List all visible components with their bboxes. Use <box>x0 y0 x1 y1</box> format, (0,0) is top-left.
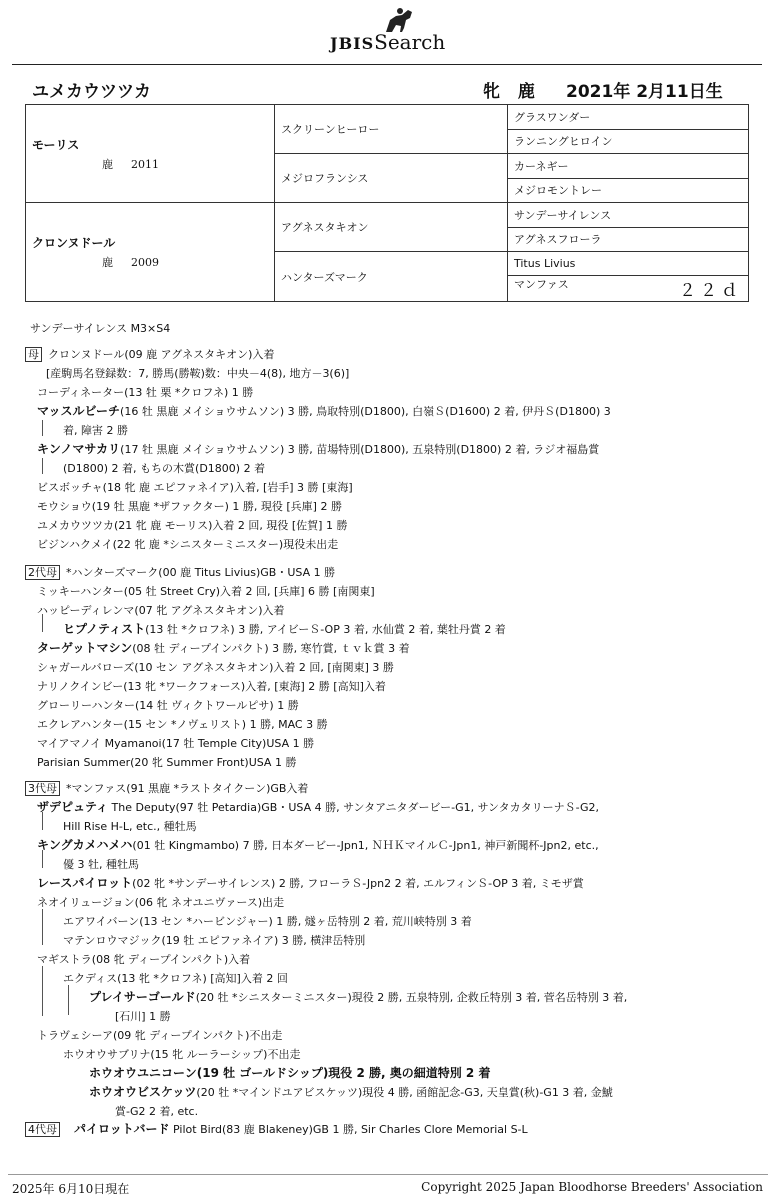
dam1-progeny-3-cont: (D1800) 2 着, もちの木賞(D1800) 2 着 <box>63 462 266 475</box>
horse-birth-date: 2021年 2月11日生 <box>566 82 723 102</box>
dam2-section <box>25 563 755 772</box>
dam3-progeny-3-detail: (02 牝 *サンデーサイレンス) 2 勝, フローラＳ-Jpn2 2 着, エルフィンＳ-OP 3 着, ミモザ賞 <box>132 877 584 890</box>
dam1-progeny-2-detail: (16 牡 黒鹿 メイショウサムソン) 3 勝, 鳥取特別(D1800), 白嶺Ｓ(D1600) 2 着, 伊丹Ｓ(D1800) 3 <box>120 405 611 418</box>
dam1-head: クロンヌドール(09 鹿 アグネスタキオン)入着 <box>48 348 275 361</box>
dam3-ggprogeny-1-detail: (20 牡 *シニスターミニスター)現役 2 勝, 五泉特別, 企救丘特別 3 着, 菅名岳特別 3 着, <box>195 991 628 1004</box>
gen3-3[interactable]: カーネギー <box>508 154 749 179</box>
dam3-section <box>25 779 755 1121</box>
dam-dam[interactable]: ハンターズマーク <box>275 252 508 302</box>
dam1-progeny-6: ユメカウツツカ(21 牝 鹿 モーリス)入着 2 回, 現役 [佐賀] 1 勝 <box>37 519 348 532</box>
dam3-progeny-1-cont: Hill Rise H-L, etc., 種牡馬 <box>63 820 197 833</box>
logo-text-jbis: JBIS <box>330 34 375 53</box>
dam2-grandprogeny-1-detail: (13 牡 *クロフネ) 3 勝, アイビーＳ-OP 3 着, 水仙賞 2 着, 葉牡丹賞 2 着 <box>145 623 506 636</box>
dam2-progeny-2: ハッピーディレンマ(07 牝 アグネスタキオン)入着 <box>37 604 285 617</box>
dam2-head: *ハンターズマーク(00 鹿 Titus Livius)GB・USA 1 勝 <box>66 566 336 579</box>
dam3-bar-5 <box>68 985 69 1015</box>
dam4-name[interactable]: パイロットバード <box>74 1122 170 1136</box>
pedigree-table <box>25 104 749 302</box>
dam1-bar-2 <box>42 458 43 474</box>
dam3-ggprogeny-1-name[interactable]: プレイサーゴールド <box>89 990 196 1004</box>
dam3-head: *マンファス(91 黒鹿 *ラストタイクーン)GB入着 <box>66 782 309 795</box>
sire-name[interactable]: モーリス <box>32 137 80 152</box>
dam4-section <box>25 1120 755 1139</box>
gen3-2[interactable]: ランニングヒロイン <box>508 129 749 154</box>
dam3-grandprogeny-1[interactable]: エアワイバーン(13 セン *ハービンジャー) 1 勝, 燧ヶ岳特別 2 着, 荒川峡特別 3 着 <box>63 915 472 928</box>
dam3-progeny-4: ネオイリュージョン(06 牝 ネオユニヴァース)出走 <box>37 896 285 909</box>
dam3-ggprogeny-3-detail: (20 牡 *マインドユアビスケッツ)現役 4 勝, 函館記念-G3, 天皇賞(秋)-G1 3 着, 金鯱 <box>196 1086 613 1099</box>
dam-color-year: 鹿 2009 <box>102 256 159 269</box>
dam1-progeny-1: コーディネーター(13 牡 栗 *クロフネ) 1 勝 <box>37 386 254 399</box>
gen3-8[interactable]: マンファス <box>514 278 569 291</box>
dam3-ggprogeny-3-name[interactable]: ホウオウビスケッツ <box>89 1085 197 1099</box>
logo-text-search: Search <box>374 30 446 54</box>
dam1-progeny-summary: [産駒馬名登録数：7, 勝馬(勝鞍)数：中央－4(8), 地方－3(6)] <box>46 367 350 380</box>
dam4-detail: Pilot Bird(83 鹿 Blakeney)GB 1 勝, Sir Charles Clore Memorial S-L <box>169 1123 528 1136</box>
footer-copyright: Copyright 2025 Japan Bloodhorse Breeders' Association <box>421 1180 763 1194</box>
dam3-bar-4 <box>42 966 43 1016</box>
dam1-progeny-5: モウショウ(19 牡 黒鹿 *ザファクター) 1 勝, 現役 [兵庫] 2 勝 <box>37 500 342 513</box>
dam3-ggprogeny-3-cont: 賞-G2 2 着, etc. <box>115 1105 199 1118</box>
gen3-1[interactable]: グラスワンダー <box>508 105 749 130</box>
dam-name[interactable]: クロンヌドール <box>32 236 116 250</box>
dam1-progeny-2-name[interactable]: マッスルビーチ <box>37 404 121 418</box>
gen3-8-cell <box>508 276 749 302</box>
dam2-progeny-3-name[interactable]: ターゲットマシン <box>37 641 133 655</box>
dam3-ggprogeny-2[interactable]: ホウオウユニコーン(19 牡 ゴールドシップ)現役 2 勝, 奥の細道特別 2 着 <box>89 1066 491 1080</box>
dam3-grandprogeny-4: ホウオウサブリナ(15 牝 ルーラーシップ)不出走 <box>63 1048 301 1061</box>
dam3-ggprogeny-1-cont: [石川] 1 勝 <box>115 1010 171 1023</box>
dam3-progeny-6: トラヴェシーア(09 牝 ディープインパクト)不出走 <box>37 1029 283 1042</box>
dam2-progeny-6: グローリーハンター(14 牡 ヴィクトワールピサ) 1 勝 <box>37 699 299 712</box>
jbis-logo[interactable] <box>330 4 460 56</box>
dam2-progeny-4: シャガールバローズ(10 セン アグネスタキオン)入着 2 回, [南関東] 3 勝 <box>37 661 394 674</box>
dam1-bar-1 <box>42 420 43 436</box>
sire-color-year: 鹿 2011 <box>102 157 159 171</box>
dam3-bar-2 <box>42 850 43 868</box>
gen3-5[interactable]: サンデーサイレンス <box>508 203 749 228</box>
dam2-progeny-1: ミッキーハンター(05 牡 Street Cry)入着 2 回, [兵庫] 6 勝 [南関東] <box>37 585 375 598</box>
dam1-progeny-3-name[interactable]: キンノマサカリ <box>37 442 121 456</box>
sire-sire[interactable]: スクリーンヒーロー <box>275 105 508 154</box>
dam3-progeny-1-name[interactable]: ザデピュティ <box>37 800 109 814</box>
dam3-progeny-2-detail: (01 牡 Kingmambo) 7 勝, 日本ダービー-Jpn1, ＮＨＫマイルＣ-Jpn1, 神戸新聞杯-Jpn2, etc., <box>132 839 599 852</box>
dam2-bar <box>42 614 43 632</box>
inbreeding-note: サンデーサイレンス M3×S4 <box>30 322 171 335</box>
pedigree-dam-cell <box>26 203 275 302</box>
dam1-progeny-7: ビジンハクメイ(22 牝 鹿 *シニスターミニスター)現役未出走 <box>37 538 339 551</box>
dam2-tag: 2代母 <box>25 565 60 580</box>
dam2-grandprogeny-1-name[interactable]: ヒプノティスト <box>63 622 146 636</box>
dam2-progeny-5: ナリノクインビー(13 牝 *ワークフォース)入着, [東海] 2 勝 [高知]入着 <box>37 680 386 693</box>
dam3-tag: 3代母 <box>25 781 60 796</box>
dam3-grandprogeny-3: エクディス(13 牝 *クロフネ) [高知]入着 2 回 <box>63 972 288 985</box>
dam2-progeny-8: マイアマノイ Myamanoi(17 牡 Temple City)USA 1 勝 <box>37 737 315 750</box>
header-divider <box>12 64 762 65</box>
dam3-bar-1 <box>42 812 43 830</box>
dam2-progeny-7: エクレアハンター(15 セン *ノヴェリスト) 1 勝, MAC 3 勝 <box>37 718 328 731</box>
footer-date: 2025年 6月10日現在 <box>12 1182 130 1196</box>
dam3-bar-3 <box>42 909 43 945</box>
dam1-progeny-4: ビスボッチャ(18 牝 鹿 エピファネイア)入着, [岩手] 3 勝 [東海] <box>37 481 353 494</box>
dam1-section <box>25 345 755 554</box>
gen3-7[interactable]: Titus Livius <box>508 252 749 276</box>
gen3-6[interactable]: アグネスフローラ <box>508 227 749 252</box>
dam2-progeny-9: Parisian Summer(20 牝 Summer Front)USA 1 勝 <box>37 756 297 769</box>
horse-sex-color: 牝 鹿 <box>483 82 541 102</box>
dam3-progeny-2-cont: 優 3 牡, 種牡馬 <box>63 858 139 871</box>
dam3-progeny-1-detail: The Deputy(97 牡 Petardia)GB・USA 4 勝, サンタアニタダービー-G1, サンタカタリーナＳ-G2, <box>108 801 599 814</box>
sire-dam[interactable]: メジロフランシス <box>275 154 508 203</box>
dam3-progeny-5: マギストラ(08 牝 ディープインパクト)入着 <box>37 953 251 966</box>
dam1-progeny-3-detail: (17 牡 黒鹿 メイショウサムソン) 3 勝, 苗場特別(D1800), 五泉特別(D1800) 2 着, ラジオ福島賞 <box>120 443 600 456</box>
dam3-progeny-2-name[interactable]: キングカメハメハ <box>37 838 133 852</box>
dam4-tag: 4代母 <box>25 1122 60 1137</box>
pedigree-sire-cell <box>26 105 275 203</box>
dam3-grandprogeny-2[interactable]: マテンロウマジック(19 牡 エピファネイア) 3 勝, 横津岳特別 <box>63 934 366 947</box>
footer-divider <box>8 1174 768 1175</box>
family-code: ２２ｄ <box>679 281 742 301</box>
dam1-tag: 母 <box>25 347 42 362</box>
horse-name: ユメカウツツカ <box>32 82 151 102</box>
gen3-4[interactable]: メジロモントレー <box>508 178 749 203</box>
dam-sire[interactable]: アグネスタキオン <box>275 203 508 252</box>
dam2-progeny-3-detail: (08 牡 ディープインパクト) 3 勝, 寒竹賞, ｔｖｋ賞 3 着 <box>132 642 410 655</box>
dam1-progeny-2-cont: 着, 障害 2 勝 <box>63 424 128 437</box>
dam3-progeny-3-name[interactable]: レースパイロット <box>37 876 133 890</box>
